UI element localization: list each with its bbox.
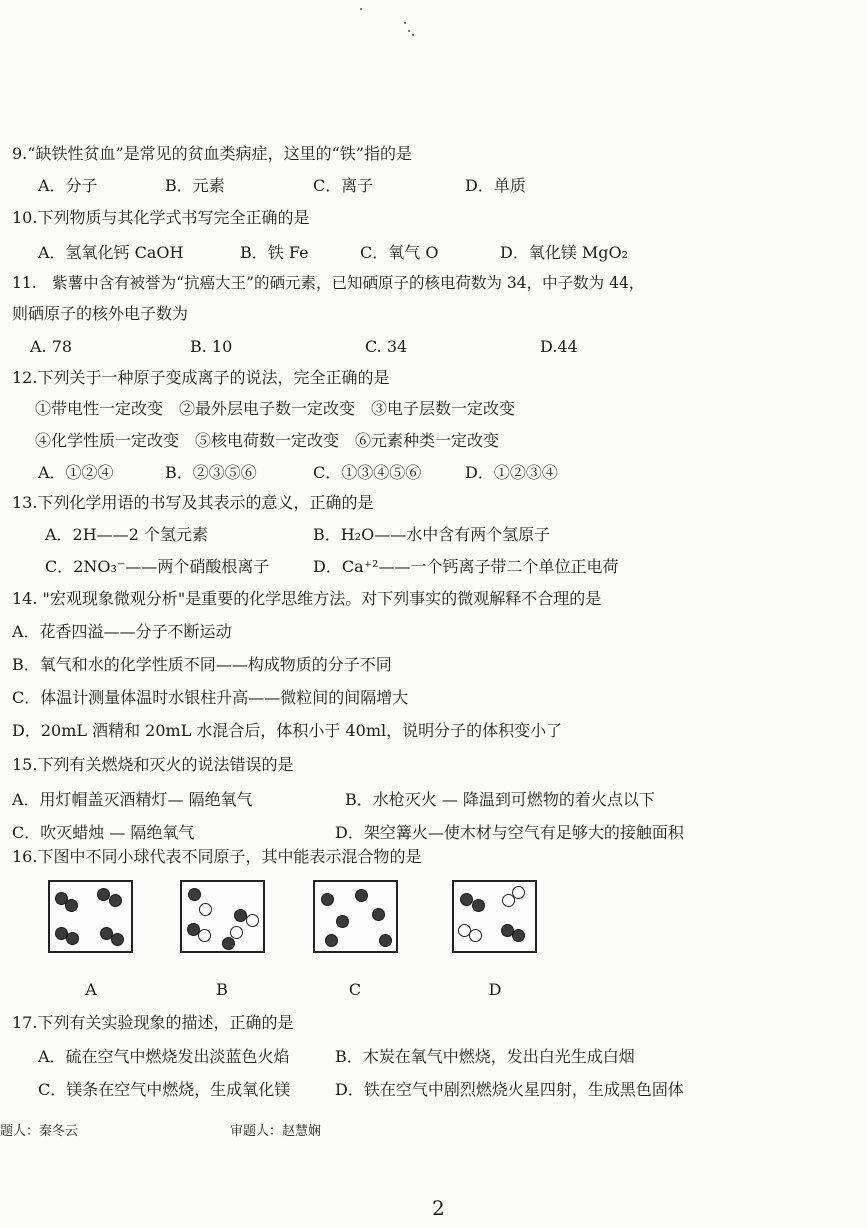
question-13-stem: 13.下列化学用语的书写及其表示的意义，正确的是 [12,493,374,512]
footer-author: 题人：秦冬云 [0,1124,79,1139]
dark-atom [188,888,201,901]
light-atom [502,894,515,907]
question-15-option-d: D．架空篝火—使木材与空气有足够大的接触面积 [335,823,684,842]
dark-atom [355,889,368,902]
dark-atom [336,915,349,928]
dark-atom [66,932,79,945]
question-17-option-c: C．镁条在空气中燃烧，生成氧化镁 [38,1080,291,1099]
dark-atom [109,894,122,907]
question-12-statements-line1: ①带电性一定改变 ②最外层电子数一定改变 ③电子层数一定改变 [35,399,516,418]
diagram-box-c [313,880,398,953]
question-11-stem-line1: 11. 紫薯中含有被誉为“抗癌大王”的硒元素，已知硒原子的核电荷数为 34，中子数为 44， [12,274,645,292]
light-atom [246,914,259,927]
scan-speck [412,34,414,36]
question-15-option-a: A．用灯帽盖灭酒精灯— 隔绝氧气 [12,790,253,809]
question-10-option-a: A．氢氧化钙 CaOH [38,243,184,262]
question-15-stem: 15.下列有关燃烧和灭火的说法错误的是 [12,755,294,774]
dark-atom [65,899,78,912]
diagram-label-a: A [85,980,97,999]
page-number: 2 [432,1196,445,1220]
dark-atom [321,893,334,906]
question-11-option-c: C. 34 [365,337,408,356]
question-15-option-b: B．水枪灭火 — 降温到可燃物的着火点以下 [345,790,655,809]
question-9-option-b: B．元素 [165,176,225,195]
question-14-option-b: B．氧气和水的化学性质不同——构成物质的分子不同 [12,655,392,674]
question-17-option-a: A．硫在空气中燃烧发出淡蓝色火焰 [38,1047,290,1066]
dark-atom [222,937,235,950]
question-10-option-c: C．氧气 O [360,243,439,262]
dark-atom [111,933,124,946]
scan-speck [408,30,410,32]
light-atom [469,929,482,942]
question-17-stem: 17.下列有关实验现象的描述，正确的是 [12,1013,294,1032]
dark-atom [325,934,338,947]
question-13-option-a: A．2H——2 个氢元素 [45,525,208,544]
scan-speck [404,22,406,24]
question-10-option-b: B．铁 Fe [240,243,309,262]
question-11-option-d: D.44 [540,337,578,356]
question-14-option-d: D．20mL 酒精和 20mL 水混合后，体积小于 40ml，说明分子的体积变小了 [12,721,563,740]
diagram-box-b [180,880,265,953]
question-17-option-b: B．木炭在氧气中燃烧，发出白光生成白烟 [335,1047,635,1066]
dark-atom [379,934,392,947]
question-14-option-a: A．花香四溢——分子不断运动 [12,622,232,641]
question-13-option-c: C．2NO₃⁻——两个硝酸根离子 [45,557,270,576]
footer-reviewer: 审题人：赵慧娴 [230,1124,322,1139]
question-16-stem: 16.下图中不同小球代表不同原子，其中能表示混合物的是 [12,847,422,866]
question-12-option-a: A．①②④ [38,463,114,482]
question-11-option-a: A. 78 [30,337,73,356]
question-11-stem-line2: 则硒原子的核外电子数为 [12,304,189,323]
diagram-label-c: C [348,980,362,999]
question-14-option-c: C．体温计测量体温时水银柱升高——微粒间的间隔增大 [12,688,409,707]
question-12-option-b: B．②③⑤⑥ [165,463,257,482]
question-11-option-b: B. 10 [190,337,233,356]
question-9-option-c: C．离子 [313,176,374,195]
question-17-option-d: D．铁在空气中剧烈燃烧火星四射，生成黑色固体 [335,1080,684,1099]
question-12-statements-line2: ④化学性质一定改变 ⑤核电荷数一定改变 ⑥元素种类一定改变 [35,431,500,450]
question-14-stem: 14. "宏观现象微观分析"是重要的化学思维方法。对下列事实的微观解释不合理的是 [12,589,602,608]
diagram-label-d: D [488,980,502,999]
light-atom [199,903,212,916]
question-13-option-d: D．Ca⁺²——一个钙离子带二个单位正电荷 [313,557,619,576]
scan-speck [360,8,362,10]
diagram-box-a [48,880,133,953]
question-9-stem: 9.“缺铁性贫血”是常见的贫血类病症，这里的“铁”指的是 [12,144,412,163]
question-15-option-c: C．吹灭蜡烛 — 隔绝氧气 [12,823,195,842]
dark-atom [372,908,385,921]
diagram-box-d [452,880,537,953]
question-13-option-b: B．H₂O——水中含有两个氢原子 [313,525,551,544]
light-atom [198,929,211,942]
question-12-option-d: D．①②③④ [465,463,558,482]
diagram-label-b: B [216,980,228,999]
dark-atom [472,899,485,912]
question-10-option-d: D．氧化镁 MgO₂ [500,243,629,262]
question-9-option-d: D．单质 [465,176,526,195]
question-12-stem: 12.下列关于一种原子变成离子的说法，完全正确的是 [12,368,390,387]
question-9-option-a: A．分子 [38,176,98,195]
question-10-stem: 10.下列物质与其化学式书写完全正确的是 [12,208,310,227]
dark-atom [512,929,525,942]
question-12-option-c: C．①③④⑤⑥ [313,463,422,482]
